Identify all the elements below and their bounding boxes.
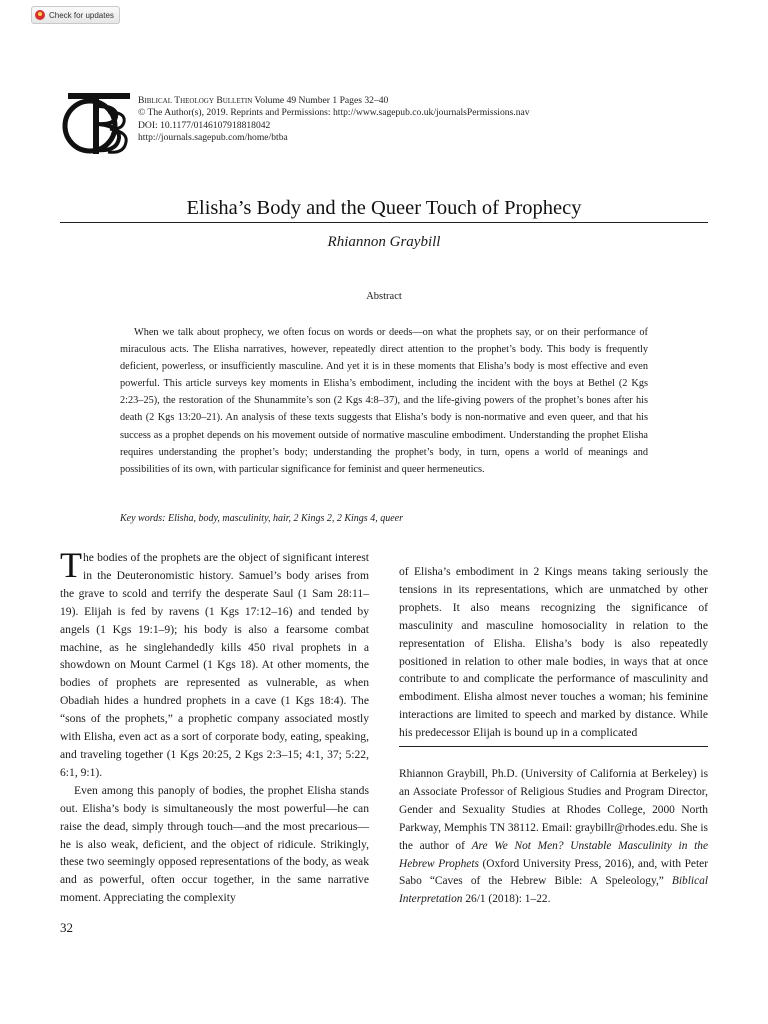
- footnote-part-2: (Oxford University Press, 2016), and, with Peter Sabo “Caves of the Hebrew Bible: A Speleology,”: [399, 857, 708, 888]
- body-paragraph-1-text: he bodies of the prophets are the object of significant interest in the Deuteronomistic history. Samuel’s body arises from the grave to scold and terrify the desperate Saul (1 Sam 28:11–19). Elijah is fed by ravens (1 Kgs 17:12–16) and tended by angels (1 Kgs 19:1–9); his body is also a fearsome combat machine, as he singlehandedly kills 450 rival prophets in a showdown on Mount Carmel (1 Kgs 18). At other moments, the bodies of prophets are represented as vulnerable, as when Obadiah hides a hundred prophets in a cave (1 Kgs 18:4). The “sons of the prophets,” a prophetic company associated mostly with Elisha, even act as a sort of corporate body, eating, speaking, and traveling together (1 Kgs 20:25, 2 Kgs 2:3–15; 4:1, 37; 5:22, 6:1, 9:1).: [60, 551, 369, 779]
- footnote-part-1: Rhiannon Graybill, Ph.D. (University of California at Berkeley) is an Associate Professor of Religious Studies and Program Director, Gender and Sexuality Studies at Rhodes College, 2000 North Parkway, Memphis TN 38112. Email: graybillr@rhodes.edu. She is the author of: [399, 768, 708, 852]
- article-title: Elisha’s Body and the Queer Touch of Prophecy: [186, 197, 582, 219]
- volume-line: Volume 49 Number 1 Pages 32–40: [254, 95, 389, 106]
- check-for-updates-label: Check for updates: [49, 10, 114, 20]
- journal-name: Biblical Theology Bulletin: [138, 95, 253, 106]
- body-column-left: [60, 545, 369, 907]
- abstract-text: When we talk about prophecy, we often focus on words or deeds—on what the prophets say, or on their performance of miraculous acts. The Elisha narratives, however, repeatedly direct attention to the prophet’s body. This body is frequently deficient, powerless, or insufficiently masculine. And yet it is in these moments that Elisha’s body is most effective and even powerful. This article surveys key moments in Elisha’s embodiment, including the incident with the boys at Bethel (2 Kgs 2:23–25), the restoration of the Shunammite’s son (2 Kgs 4:8–37), and the life-giving powers of the prophet’s bones after his death (2 Kgs 13:20–21). An analysis of these texts suggests that Elisha’s body is non-normative and even queer, and that his success as a prophet depends on his movement outside of normative masculine embodiment. Understanding the prophet Elisha requires understanding the prophet’s body; understanding the prophet’s body, in turn, opens a world of meanings and possibilities of its own, with particular significance for feminist and queer hermeneutics.: [120, 327, 648, 475]
- body-paragraph-3: of Elisha’s embodiment in 2 Kings means taking seriously the tensions in its representations, which are unmatched by other prophets. It also means recognizing the significance of masculinity and masculine homosociality in relation to the representation of Elisha. Elisha’s body is also repeatedly positioned in relation to other male bodies, in ways that at once contribute to and complicate the performance of masculinity and embodiment. Elisha almost never touches a woman; his feminine interactions are limited to speech and marked by distance. While his predecessor Elijah is bound up in a complicated: [399, 565, 708, 740]
- body-paragraph-1: [60, 545, 369, 782]
- footnote-divider: [399, 746, 708, 747]
- footnote-part-3: 26/1 (2018): 1–22.: [462, 893, 551, 906]
- footnote-book-title: Are We Not Men? Unstable Masculinity in the Hebrew Prophets: [399, 839, 709, 870]
- journal-url[interactable]: http://journals.sagepub.com/home/btba: [138, 132, 288, 144]
- copyright-line: © The Author(s), 2019. Reprints and Permissions: http://www.sagepub.co.uk/journalsPermissions.nav: [138, 107, 530, 119]
- article-author: Rhiannon Graybill: [327, 234, 441, 250]
- doi-line: DOI: 10.1177/0146107918818042: [138, 119, 271, 131]
- footnote-journal-title: Biblical Interpretation: [399, 875, 708, 906]
- author-footnote: [399, 766, 708, 909]
- title-divider: [60, 222, 708, 223]
- crossmark-icon: [35, 10, 45, 20]
- check-for-updates-button[interactable]: [31, 6, 120, 24]
- drop-cap: T: [60, 545, 82, 585]
- body-paragraph-2: Even among this panoply of bodies, the prophet Elisha stands out. Elisha’s body is simultaneously the most powerful—he can raise the dead, simply through touch—and the most precarious—he is also weak, deficient, and the object of ridicule. Strikingly, these two seemingly opposed representations of the body, as weak and as powerful, often occur together, in the same narrative moment. Appreciating the complexity: [60, 783, 369, 905]
- page-number: 32: [60, 920, 73, 935]
- journal-header: [138, 95, 530, 145]
- btb-journal-logo-icon: [60, 86, 134, 160]
- keywords: Key words: Elisha, body, masculinity, hair, 2 Kings 2, 2 Kings 4, queer: [120, 513, 403, 524]
- abstract-heading: Abstract: [366, 291, 402, 302]
- body-column-right: [399, 563, 708, 742]
